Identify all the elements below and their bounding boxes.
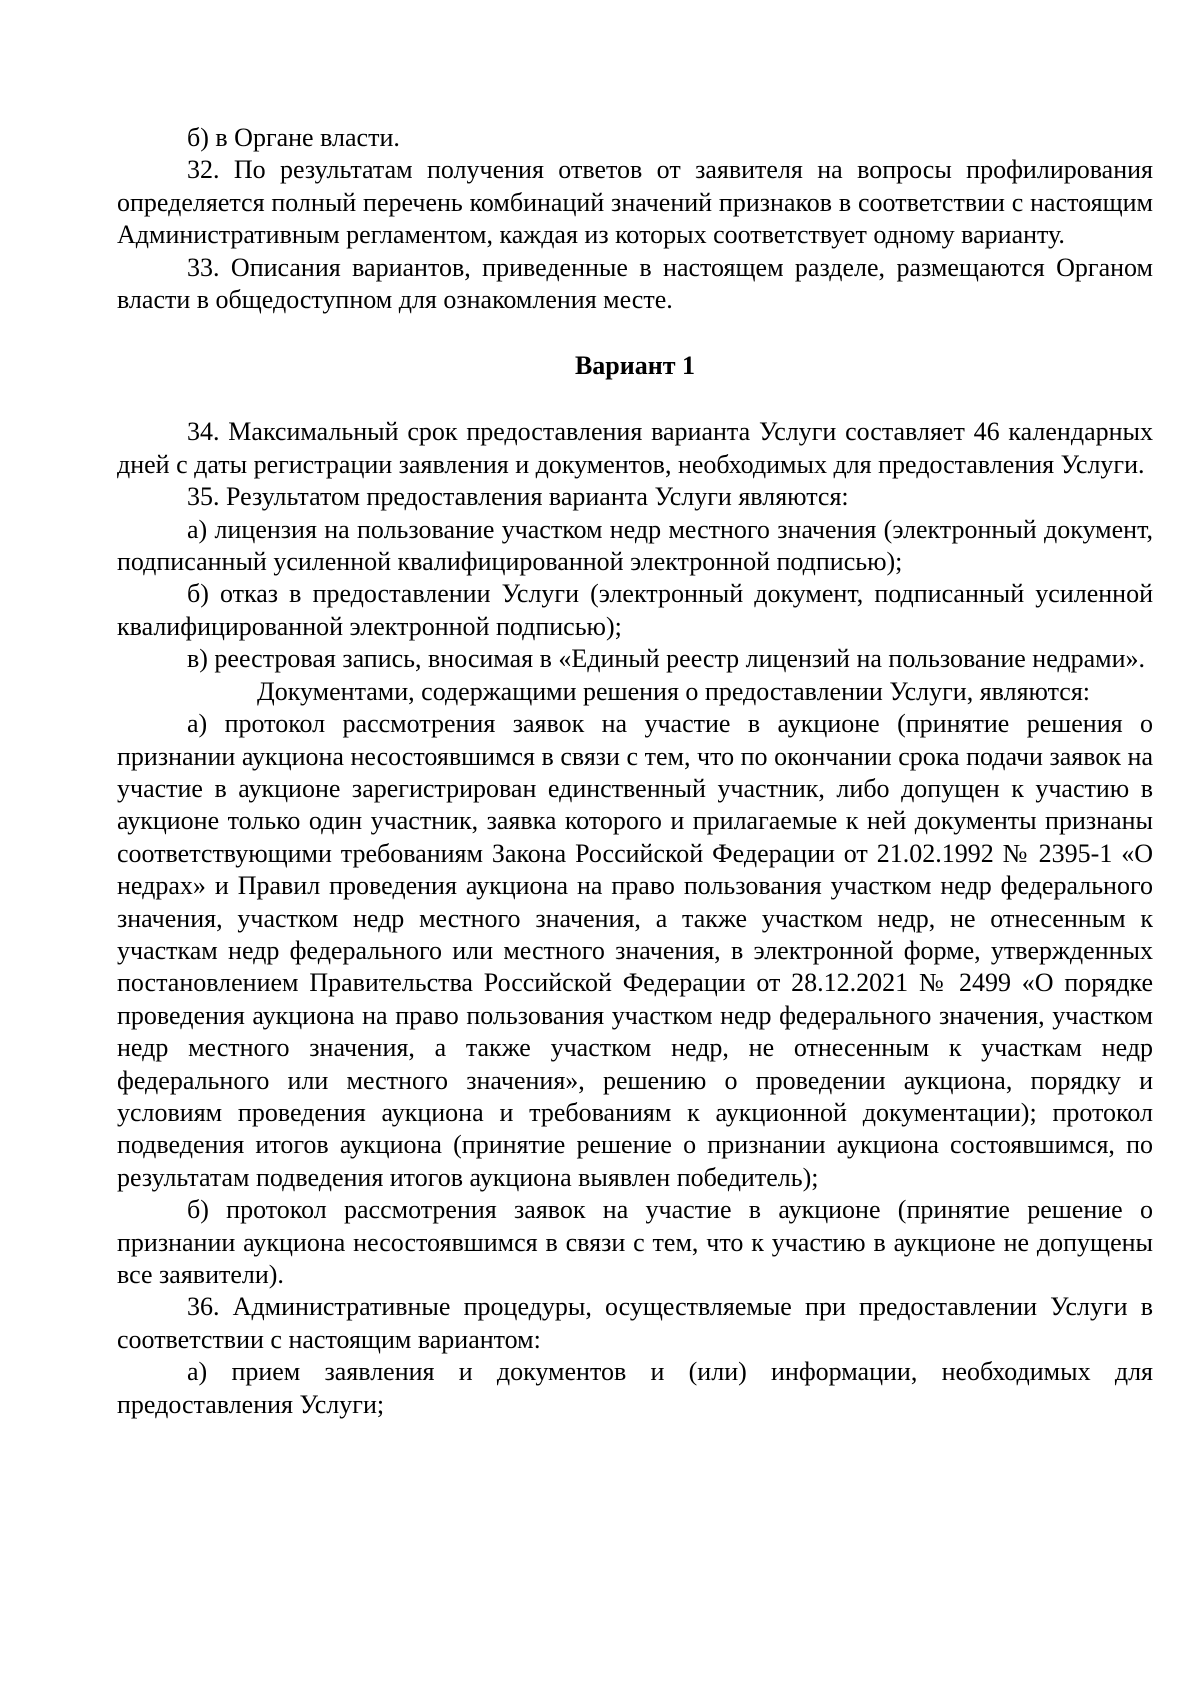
paragraph-33: 33. Описания вариантов, приведенные в настоящем разделе, размещаются Органом власти в общедоступном для ознакомления месте. [117, 252, 1153, 315]
paragraph-32: 32. По результатам получения ответов от заявителя на вопросы профилирования определяется полный перечень комбинаций значений признаков в соответствии с настоящим Административным регламентом, каждая из которых соответствует одному варианту. [117, 155, 1153, 250]
document-body [117, 122, 1153, 1421]
paragraph-35b: б) отказ в предоставлении Услуги (электронный документ, подписанный усиленной квалифицированной электронной подписью); [117, 579, 1153, 641]
paragraph-36a: а) прием заявления и документов и (или) информации, необходимых для предоставления Услуги; [117, 1357, 1153, 1419]
paragraph-documents-intro: Документами, содержащими решения о предоставлении Услуги, являются: [257, 676, 1091, 706]
paragraph-35c: в) реестровая запись, вносимая в «Единый реестр лицензий на пользование недрами». [187, 644, 1146, 674]
paragraph-documents-b: б) протокол рассмотрения заявок на участие в аукционе (принятие решение о признании аукциона несостоявшимся в связи с тем, что к участию в аукционе не допущены все заявители). [117, 1195, 1153, 1289]
paragraph-35a: а) лицензия на пользование участком недр местного значения (электронный документ, подписанный усиленной квалифицированной электронной подписью); [117, 514, 1153, 577]
paragraph-35: 35. Результатом предоставления варианта Услуги являются: [187, 482, 849, 512]
paragraph-34: 34. Максимальный срок предоставления варианта Услуги составляет 46 календарных дней с даты регистрации заявления и документов, необходимых для предоставления Услуги. [117, 417, 1153, 479]
paragraph-documents-a: а) протокол рассмотрения заявок на участие в аукционе (принятие решения о признании аукциона несостоявшимся в связи с тем, что по окончании срока подачи заявок на участие в аукционе зарегистрирован единственный участник, либо допущен к участию в аукционе только один участник, заявка которого и прилагаемые к ней документы признаны соответствующими требованиям Закона Российской Федерации от 21.02.1992 № 2395-1 «О недрах» и Правил проведения аукциона на право пользования участком недр федерального значения, участком недр местного значения, а также участком недр, не отнесенным к участкам недр федерального или местного значения, в электронной форме, утвержденных постановлением Правительства Российской Федерации от 28.12.2021 № 2499 «О порядке проведения аукциона на право пользования участком недр федерального значения, участком недр местного значения, а также участком недр, не отнесенным к участкам недр федерального или местного значения», решению о проведении аукциона, порядку и условиям проведения аукциона и требованиям к аукционной документации); протокол подведения итогов аукциона (принятие решение о признании аукциона состоявшимся, по результатам подведения итогов аукциона выявлен победитель); [117, 709, 1153, 1192]
section-heading: Вариант 1 [574, 351, 696, 381]
paragraph-36: 36. Административные процедуры, осуществляемые при предоставлении Услуги в соответствии с настоящим вариантом: [117, 1292, 1153, 1354]
paragraph-31b: б) в Органе власти. [187, 123, 400, 152]
